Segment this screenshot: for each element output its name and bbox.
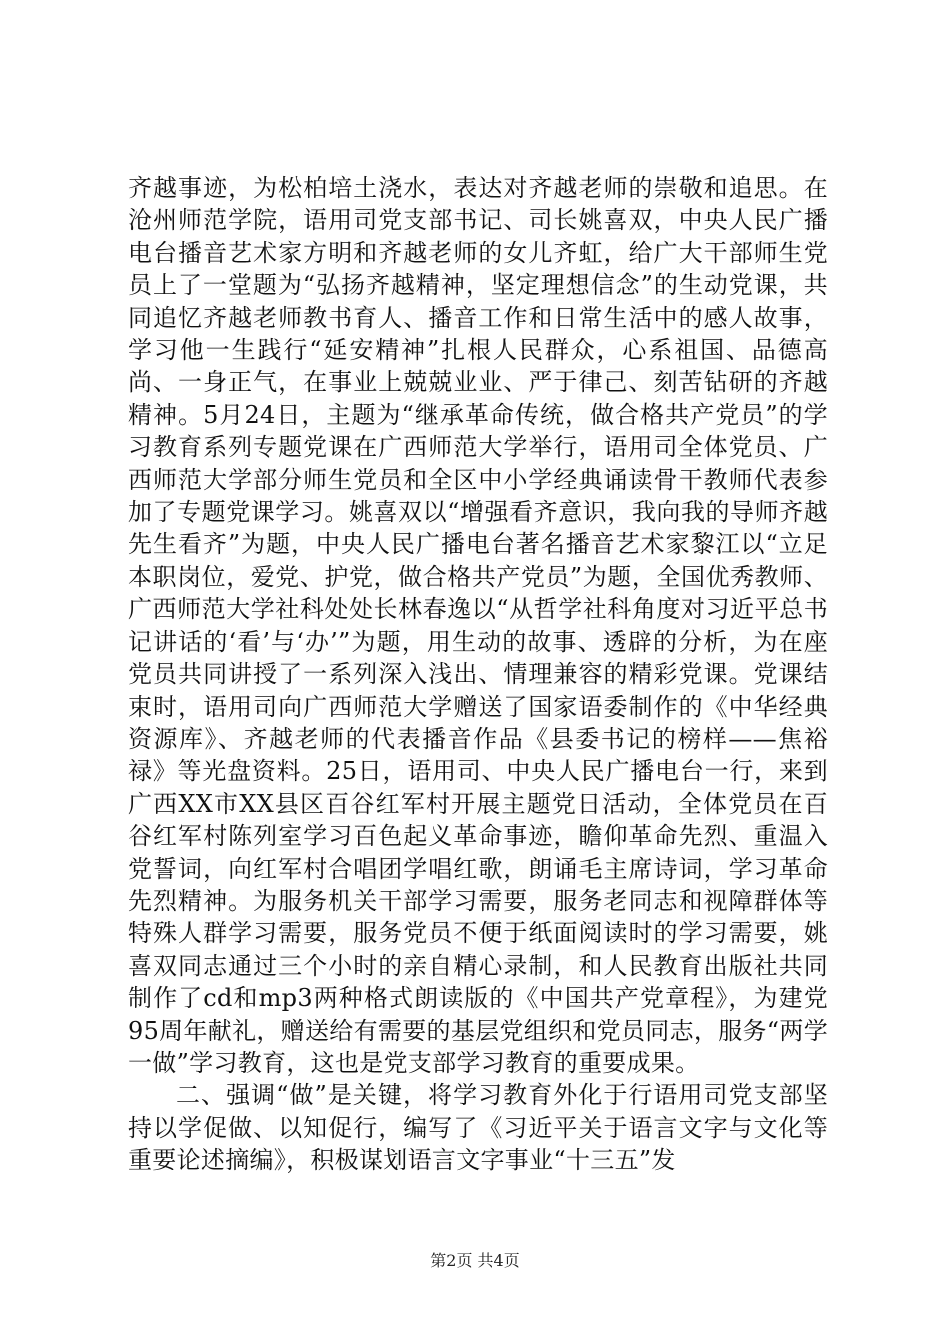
paragraph-continued: 齐越事迹，为松柏培土浇水，表达对齐越老师的崇敬和追思。在沧州师范学院，语用司党支部书记、司长姚喜双，中央人民广播电台播音艺术家方明和齐越老师的女儿齐虹，给广大干部师生党员上了一堂题为“弘扬齐越精神，坚定理想信念”的生动党课，共同追忆齐越老师教书育人、播音工作和日常生活中的感人故事，学习他一生践行“延安精神”扎根人民群众，心系祖国、品德高尚、一身正气，在事业上兢兢业业、严于律己、刻苦钻研的齐越精神。5月24日，主题为“继承革命传统，做合格共产党员”的学习教育系列专题党课在广西师范大学举行，语用司全体党员、广西师范大学部分师生党员和全区中小学经典诵读骨干教师代表参加了专题党课学习。姚喜双以“增强看齐意识，我向我的导师齐越先生看齐”为题，中央人民广播电台著名播音艺术家黎江以“立足本职岗位，爱党、护党，做合格共产党员”为题，全国优秀教师、广西师范大学社科处处长林春逸以“从哲学社科角度对习近平总书记讲话的‘看’与‘办’”为题，用生动的故事、透辟的分析，为在座党员共同讲授了一系列深入浅出、情理兼容的精彩党课。党课结束时，语用司向广西师范大学赠送了国家语委制作的《中华经典资源库》、齐越老师的代表播音作品《县委书记的榜样——焦裕禄》等光盘资料。25日，语用司、中央人民广播电台一行，来到广西XX市XX县区百谷红军村开展主题党日活动，全体党员在百谷红军村陈列室学习百色起义革命事迹，瞻仰革命先烈、重温入党誓词，向红军村合唱团学唱红歌，朗诵毛主席诗词，学习革命先烈精神。为服务机关干部学习需要，服务老同志和视障群体等特殊人群学习需要，服务党员不便于纸面阅读时的学习需要，姚喜双同志通过三个小时的亲自精心录制，和人民教育出版社共同制作了cd和mp3两种格式朗读版的《中国共产党章程》，为建党95周年献礼，赠送给有需要的基层党组织和党员同志，服务“两学一做”学习教育，这也是党支部学习教育的重要成果。: [128, 174, 828, 1077]
document-body: [128, 172, 828, 1177]
paragraph-section-two: 二、强调“做”是关键，将学习教育外化于行语用司党支部坚持以学促做、以知促行，编写了《习近平关于语言文字与文化等重要论述摘编》，积极谋划语言文字事业“十三五”发: [128, 1081, 828, 1175]
page-number-footer: 第2页 共4页: [430, 1251, 520, 1270]
